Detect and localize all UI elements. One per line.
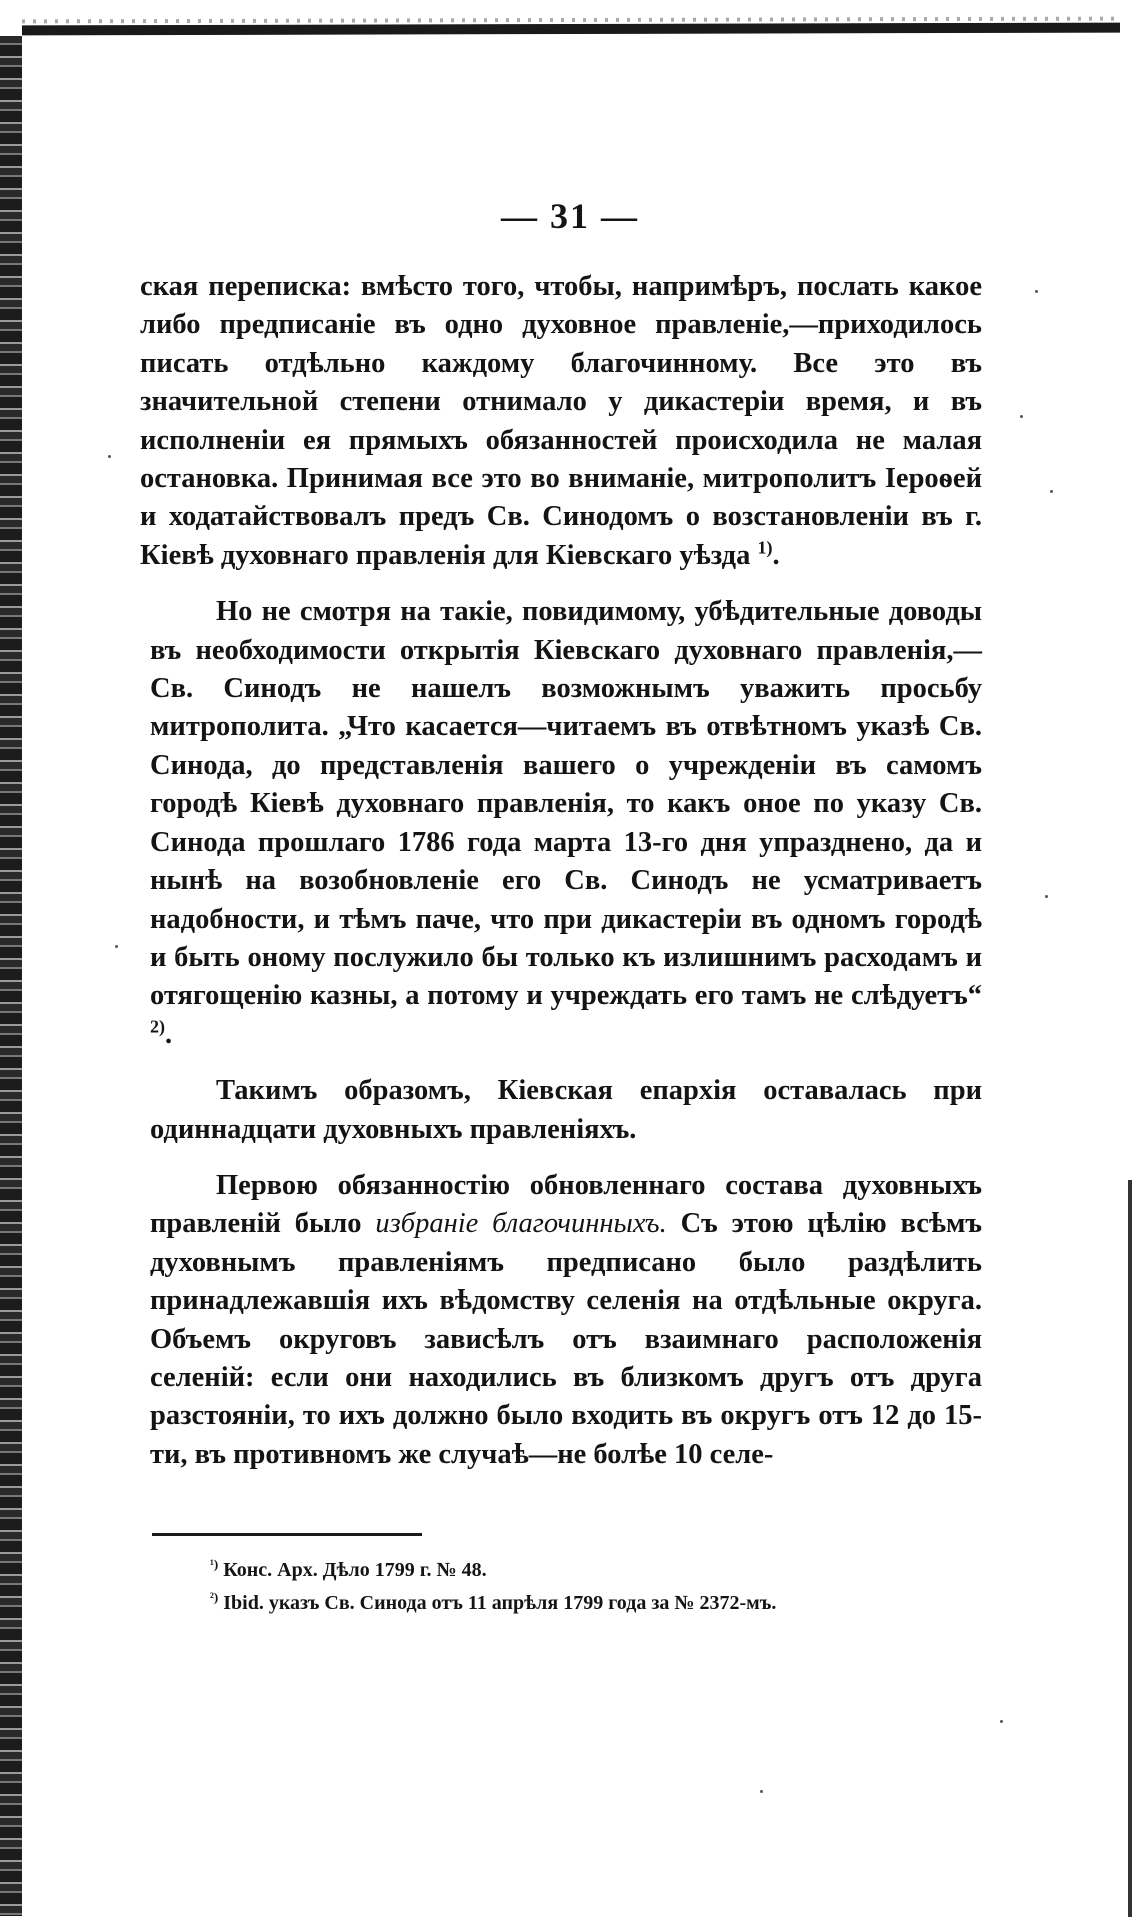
scan-speck [115, 945, 118, 948]
paragraph-4-after: Съ этою цѣлію всѣмъ духовнымъ правленіямъ предписано было раздѣлить принадлежавшія ихъ вѣдомству селенія на отдѣльные округа. Объемъ округовъ зависѣлъ отъ взаимнаго расположенія селеній: если они находились въ близкомъ другъ отъ друга разстояніи, то ихъ должно было входить въ округъ отъ 12 до 15-ти, въ противномъ же случаѣ—не болѣе 10 селе- [150, 1208, 983, 1470]
paragraph-2-text: Но не смотря на такіе, повидимому, убѣдительные доводы въ необходимости открытія Кіевскаго духовнаго правленія,—Св. Синодъ не нашелъ возможнымъ уважить просьбу митрополита. „Что касается—читаемъ въ отвѣтномъ указѣ Св. Синода, до представленія вашего о учрежденіи въ самомъ городѣ Кіевѣ духовнаго правленія, то какъ оное по указу Св. Синода прошлаго 1786 года марта 13-го дня упразднено, да и нынѣ на возобновленіе его Св. Синодъ не усматриваетъ надобности, и тѣмъ паче, что при дикастеріи въ одномъ городѣ и быть оному послужило бы только къ излишнимъ расходамъ и отягощенію казны, а потому и учреждать его тамъ не слѣдуетъ“ [150, 596, 982, 1012]
scan-speck [1020, 415, 1023, 418]
paragraph-2 [150, 593, 982, 1054]
paragraph-4-emphasis: избраніе благочинныхъ. [375, 1208, 667, 1240]
footnote-2 [210, 1587, 970, 1620]
paragraph-2-tail: . [165, 1018, 173, 1050]
paragraph-4-before: Первою обязанностію обновленнаго состава духовныхъ правленій было [150, 1169, 982, 1240]
body-text [140, 268, 983, 1492]
page-number: — 31 — [501, 196, 639, 236]
paragraph-4 [150, 1167, 982, 1474]
scan-speck [1035, 290, 1038, 293]
footnote-2-text: Ibid. указъ Св. Синода отъ 11 апрѣля 1799 года за № 2372-мъ. [223, 1592, 777, 1614]
paragraph-1-tail: . [772, 539, 780, 571]
right-scan-edge [1128, 1180, 1132, 1917]
scan-speck [760, 1790, 763, 1793]
footnote-1-text: Конс. Арх. Дѣло 1799 г. № 48. [223, 1559, 487, 1581]
scan-speck [1000, 1720, 1003, 1723]
paragraph-1 [140, 268, 982, 575]
left-scan-edge [0, 36, 22, 1916]
footnote-ref-2: 2) [150, 1016, 165, 1037]
paragraph-1-text: ская переписка: вмѣсто того, чтобы, напримѣръ, послать какое либо предписаніе въ одно духовное правленіе,—приходилось писать отдѣльно каждому благочинному. Все это въ значительной степени отнимало у дикастеріи время, и въ исполненіи ея прямыхъ обязанностей происходила не малая остановка. Принимая все это во вниманіе, митрополитъ Іероѳей и ходатайствовалъ предъ Св. Синодомъ о возстановленіи въ г. Кіевѣ духовнаго правленія для Кіевскаго уѣзда [140, 271, 982, 571]
footnote-2-mark: ²) [210, 1589, 219, 1605]
footnotes [210, 1554, 970, 1620]
footnote-1-mark: ¹) [210, 1556, 219, 1572]
footnote-ref-1: 1) [757, 537, 773, 558]
footnote-separator [152, 1533, 422, 1536]
scan-speck [1045, 895, 1048, 898]
scan-speck [108, 455, 111, 458]
footnote-1 [210, 1554, 970, 1587]
scan-speck [1050, 490, 1053, 493]
paragraph-3: Такимъ образомъ, Кіевская епархія оставалась при одиннадцати духовныхъ правленіяхъ. [150, 1075, 982, 1145]
top-border-rule [22, 23, 1120, 36]
